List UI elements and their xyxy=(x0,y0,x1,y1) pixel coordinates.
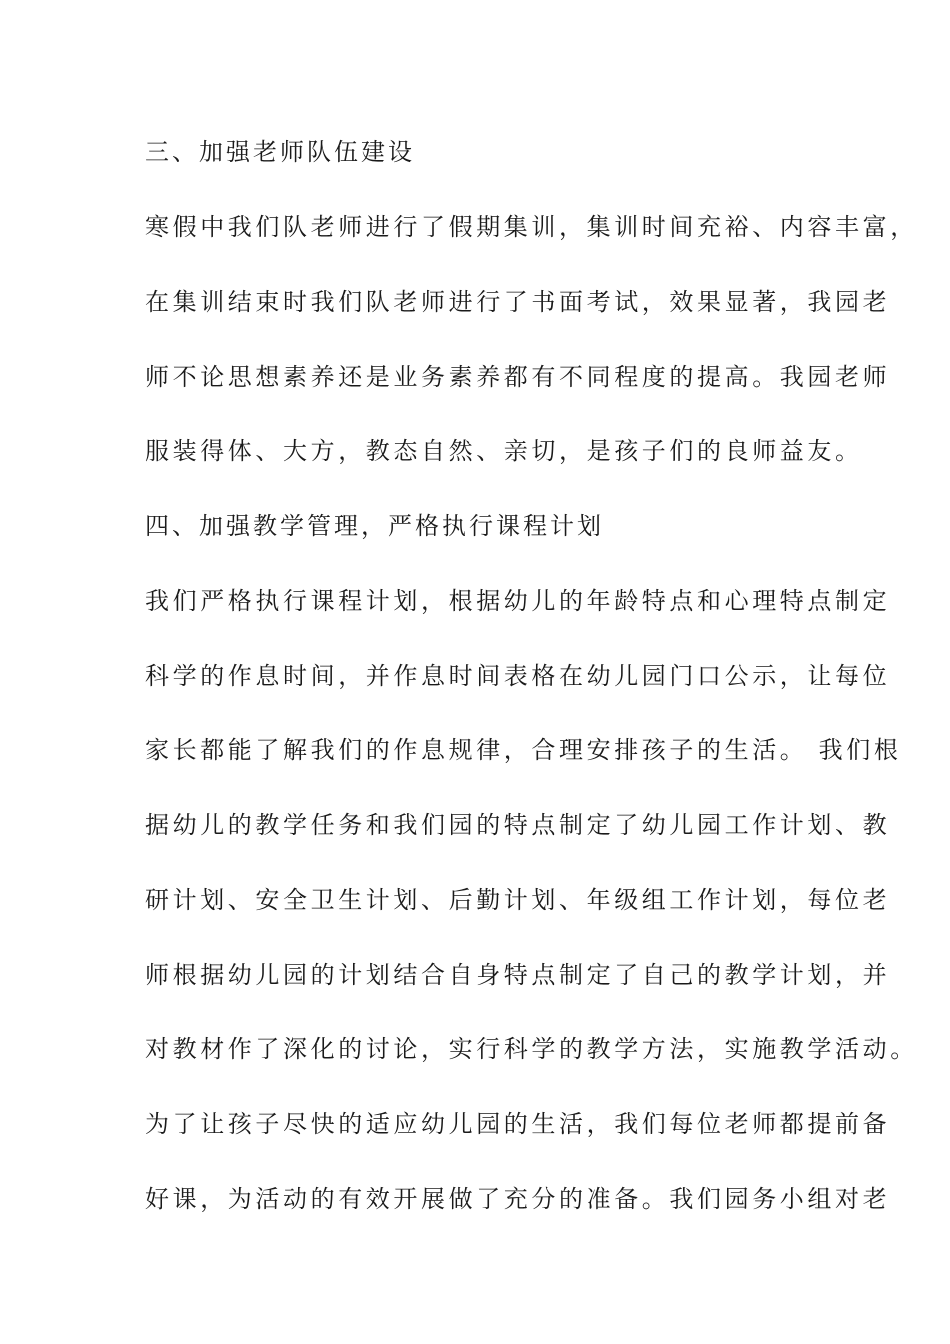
paragraph-line: 师不论思想素养还是业务素养都有不同程度的提高。我园老师 xyxy=(145,363,891,391)
section-heading-3: 三、加强老师队伍建设 xyxy=(145,138,415,166)
paragraph-line: 科学的作息时间，并作息时间表格在幼儿园门口公示，让每位 xyxy=(145,662,891,690)
paragraph-line: 好课，为活动的有效开展做了充分的准备。我们园务小组对老 xyxy=(145,1185,891,1213)
paragraph-line: 家长都能了解我们的作息规律，合理安排孩子的生活。 我们根 xyxy=(145,736,902,764)
paragraph-line: 对教材作了深化的讨论，实行科学的教学方法，实施教学活动。 xyxy=(145,1035,918,1063)
paragraph-line: 服装得体、大方，教态自然、亲切，是孩子们的良师益友。 xyxy=(145,437,863,465)
paragraph-line: 在集训结束时我们队老师进行了书面考试，效果显著，我园老 xyxy=(145,288,891,316)
paragraph-line: 为了让孩子尽快的适应幼儿园的生活，我们每位老师都提前备 xyxy=(145,1110,891,1138)
paragraph-line: 研计划、安全卫生计划、后勤计划、年级组工作计划，每位老 xyxy=(145,886,891,914)
paragraph-line: 据幼儿的教学任务和我们园的特点制定了幼儿园工作计划、教 xyxy=(145,811,891,839)
section-heading-4: 四、加强教学管理，严格执行课程计划 xyxy=(145,512,604,540)
paragraph-line: 我们严格执行课程计划，根据幼儿的年龄特点和心理特点制定 xyxy=(145,587,891,615)
paragraph-line: 师根据幼儿园的计划结合自身特点制定了自己的教学计划，并 xyxy=(145,961,891,989)
paragraph-line: 寒假中我们队老师进行了假期集训，集训时间充裕、内容丰富， xyxy=(145,213,918,241)
